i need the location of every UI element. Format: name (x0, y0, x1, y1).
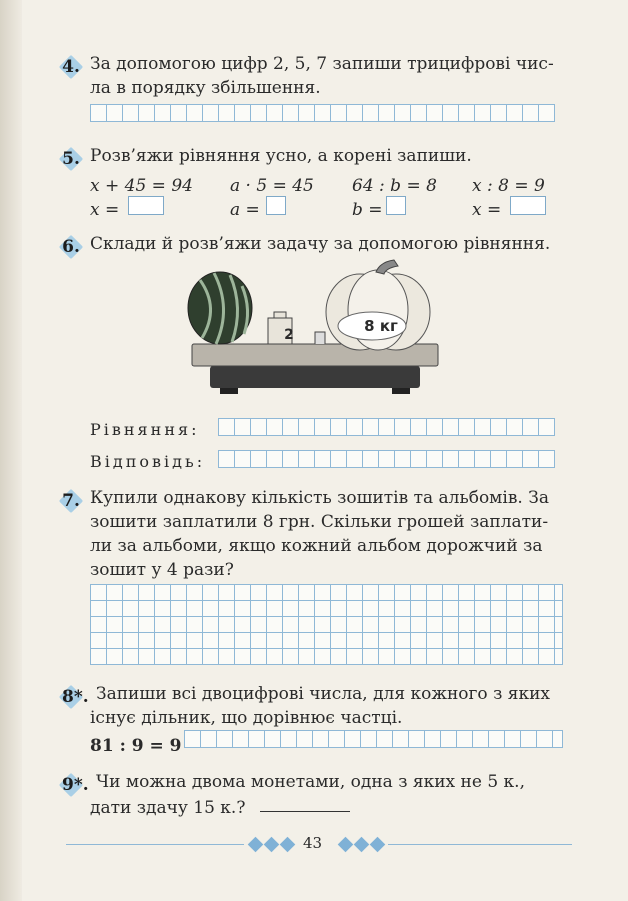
equation-1-var: x = (90, 200, 120, 220)
task-4-answer-cells[interactable] (90, 104, 555, 122)
pumpkin-weight-label: 8 кг (364, 317, 398, 335)
weight-label: 2 (284, 327, 294, 343)
equation-label: Рівняння: (90, 420, 200, 439)
task-7-number: 7. (62, 491, 80, 511)
equation-2-answer-box[interactable] (266, 196, 286, 215)
equation-1: x + 45 = 94 (90, 176, 193, 196)
task-8-number: 8*. (62, 687, 89, 707)
footer-diamond (280, 837, 296, 853)
equation-3: 64 : b = 8 (352, 176, 437, 196)
task-7-text-line2: зошити заплатили 8 грн. Скільки грошей заплати- (90, 512, 549, 532)
equation-4: x : 8 = 9 (472, 176, 545, 196)
footer-line-left (66, 844, 244, 845)
task-4-text-line2: ла в порядку збільшення. (90, 78, 321, 98)
equation-answer-cells[interactable] (218, 418, 555, 436)
task-6-text: Склади й розв’яжи задачу за допомогою рівняння. (90, 234, 551, 254)
footer-diamond (264, 837, 280, 853)
answer-cells[interactable] (218, 450, 555, 468)
task-9-answer-line[interactable] (260, 811, 350, 812)
task-7-text-line4: зошит у 4 рази? (90, 560, 234, 580)
task-7-solution-grid[interactable] (90, 584, 563, 665)
task-7-text-line1: Купили однакову кількість зошитів та альбомів. За (90, 488, 549, 508)
task-9-badge (60, 774, 89, 796)
task-5-text: Розв’яжи рівняння усно, а корені запиши. (90, 146, 472, 166)
task-6-number: 6. (62, 237, 80, 257)
task-9-text-line1: Чи можна двома монетами, одна з яких не 5 к., (96, 772, 525, 792)
equation-4-answer-box[interactable] (510, 196, 546, 215)
task-5-number: 5. (62, 149, 80, 169)
task-4-number: 4. (62, 57, 80, 77)
footer-diamond (248, 837, 264, 853)
task-8-example: 81 : 9 = 9 (90, 736, 182, 756)
footer-diamond (338, 837, 354, 853)
task-9-text-line2: дати здачу 15 к.? (90, 798, 246, 818)
task-5-badge (60, 148, 82, 170)
task-8-text-line2: існує дільник, що дорівнює частці. (90, 708, 403, 728)
page-number: 43 (303, 834, 323, 852)
task-7-text-line3: ли за альбоми, якщо кожний альбом дорожчий за (90, 536, 543, 556)
equation-2: a · 5 = 45 (230, 176, 314, 196)
task-8-answer-cells[interactable] (184, 730, 563, 748)
task-4-badge (60, 56, 82, 78)
equation-3-var: b = (352, 200, 383, 220)
footer-diamond (370, 837, 386, 853)
answer-label: Відповідь: (90, 452, 206, 471)
footer-diamond (354, 837, 370, 853)
equation-1-answer-box[interactable] (128, 196, 164, 215)
task-7-badge (60, 490, 82, 512)
equation-4-var: x = (472, 200, 502, 220)
footer-line-right (388, 844, 572, 845)
task-4-text-line1: За допомогою цифр 2, 5, 7 запиши трицифрові чис- (90, 54, 554, 74)
book-spine-shadow (0, 0, 22, 901)
equation-2-var: a = (230, 200, 260, 220)
task-9-number: 9*. (62, 775, 89, 795)
equation-3-answer-box[interactable] (386, 196, 406, 215)
task-6-badge (60, 236, 82, 258)
scale-base (210, 366, 420, 388)
task-8-text-line1: Запиши всі двоцифрові числа, для кожного з яких (96, 684, 551, 704)
task-8-badge (60, 686, 89, 708)
